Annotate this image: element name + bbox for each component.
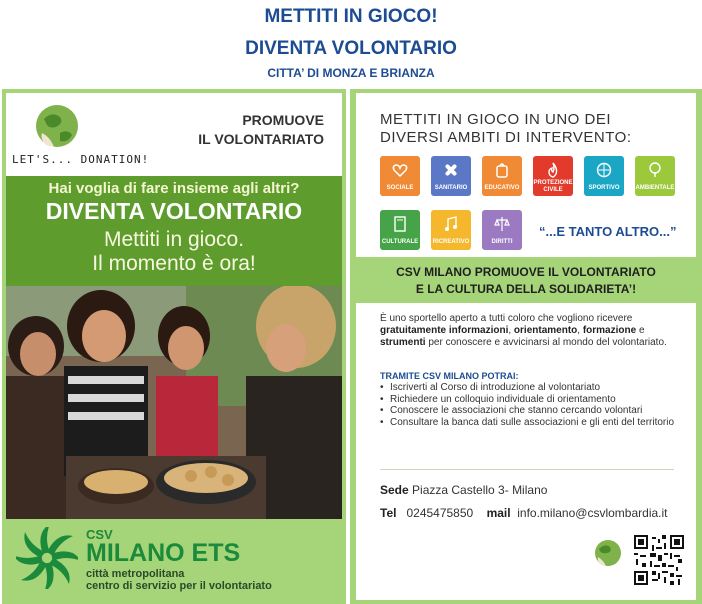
category-protezione-civile: PROTEZIONE CIVILE (533, 156, 573, 196)
flame-icon (545, 162, 561, 178)
tree-icon (647, 162, 663, 178)
heart-hands-icon (392, 162, 408, 178)
csv-swirl-logo-icon (16, 527, 78, 589)
list-item: • Conoscere le associazioni che stanno cercando volontari (380, 405, 680, 417)
promuove-label: PROMUOVE IL VOLONTARIATO (198, 112, 324, 147)
right-flyer-content (356, 93, 696, 600)
category-sanitario: SANITARIO (431, 156, 471, 196)
globe-hand-logo-icon (34, 103, 80, 149)
list-item: • Iscriverti al Corso di introduzione al volontariato (380, 382, 680, 394)
band-line-2: E LA CULTURA DELLA SOLIDARIETA’! (415, 282, 637, 296)
milano-ets-label: MILANO ETS (86, 539, 241, 567)
book-icon (392, 216, 408, 232)
left-flyer (2, 89, 346, 604)
tel-value[interactable]: 0245475850 (406, 506, 474, 520)
mail-label: mail (486, 506, 511, 520)
category-ricreativo: RICREATIVO (431, 210, 471, 250)
scales-icon (494, 216, 510, 232)
tramite-heading: TRAMITE CSV MILANO POTRAI: (380, 371, 519, 381)
ambiti-title: METTITI IN GIOCO IN UNO DEI DIVERSI AMBITI DI INTERVENTO: (380, 111, 632, 146)
contacts-line (380, 506, 668, 520)
sede-address: Sede Piazza Castello 3- Milano (380, 483, 548, 497)
right-flyer (350, 89, 702, 604)
globe-logo-icon (593, 538, 623, 568)
csv-subtitle-1: città metropolitana (86, 568, 185, 580)
headline-diventa-volontario: DIVENTA VOLONTARIO (245, 38, 457, 59)
call-to-action-box (6, 176, 342, 286)
csv-label: CSV (86, 527, 113, 542)
csv-milano-footer (6, 519, 342, 600)
backpack-icon (494, 162, 510, 178)
music-note-icon (443, 216, 459, 232)
list-item: • Consultare la banca dati sulle associazioni e gli enti del territorio (380, 417, 680, 429)
band-line-1: CSV MILANO PROMUOVE IL VOLONTARIATO (396, 265, 656, 279)
logo-wordmark: LET'S... DONATION! (12, 153, 150, 166)
headline-city: CITTA’ DI MONZA E BRIANZA (267, 66, 435, 80)
mail-value[interactable]: info.milano@csvlombardia.it (517, 506, 668, 520)
category-culturale: CULTURALE (380, 210, 420, 250)
ball-icon (596, 162, 612, 178)
category-ambientale: AMBIENTALE (635, 156, 675, 196)
question-text: Hai voglia di fare insieme agli altri? (48, 180, 300, 197)
left-flyer-header (6, 93, 342, 176)
category-educativo: EDUCATIVO (482, 156, 522, 196)
category-diritti: DIRITTI (482, 210, 522, 250)
cta-text: Mettiti in gioco. Il momento è ora! (92, 228, 256, 275)
e-tanto-altro-text: “...E TANTO ALTRO...” (539, 224, 677, 239)
description-paragraph: È uno sportello aperto a tutti coloro che vogliono ricevere gratuitamente informazioni, orientamento, formazione e strumenti per conoscere e avvicinarsi al mondo del volontariato. (380, 313, 667, 348)
headline-mettiti-in-gioco: METTITI IN GIOCO! (264, 6, 438, 27)
diventa-volontario-text: DIVENTA VOLONTARIO (45, 198, 303, 224)
category-sociale: SOCIALE (380, 156, 420, 196)
services-list (380, 382, 680, 428)
tel-label: Tel (380, 506, 397, 520)
qr-code-icon[interactable] (634, 535, 684, 585)
volunteers-photo (6, 286, 342, 519)
list-item: • Richiedere un colloquio individuale di orientamento (380, 394, 680, 406)
bandage-icon (443, 162, 459, 178)
divider (380, 469, 674, 470)
csv-subtitle-2: centro di servizio per il volontariato (86, 580, 272, 592)
category-sportivo: SPORTIVO (584, 156, 624, 196)
csv-promotion-band (356, 257, 696, 303)
